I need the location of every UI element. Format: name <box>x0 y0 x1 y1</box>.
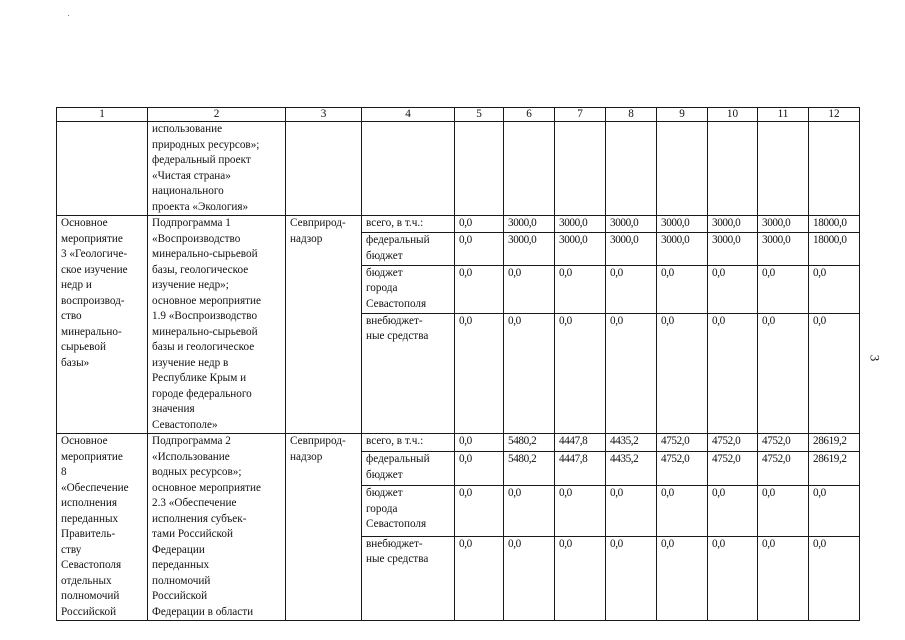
amount-cell: 3000,0 <box>657 216 708 233</box>
column-number: 5 <box>455 108 504 122</box>
amount-cell: 0,0 <box>758 536 809 620</box>
amount-cell: 28619,2 <box>809 452 860 486</box>
amount-cell: 0,0 <box>657 265 708 313</box>
funding-source-cell: внебюджет- ные средства <box>362 536 455 620</box>
amount-cell: 5480,2 <box>504 434 555 452</box>
amount-cell: 4752,0 <box>708 452 758 486</box>
amount-cell: 0,0 <box>657 536 708 620</box>
column-number: 7 <box>555 108 606 122</box>
column-number: 3 <box>286 108 362 122</box>
column-number: 8 <box>606 108 657 122</box>
amount-cell: 0,0 <box>809 486 860 537</box>
table-row <box>57 216 860 233</box>
amount-cell: 3000,0 <box>555 233 606 265</box>
amount-cell: 0,0 <box>555 486 606 537</box>
amount-cell: 3000,0 <box>606 233 657 265</box>
page-number: 3 <box>867 354 883 362</box>
empty-cell <box>657 122 708 216</box>
column-number: 12 <box>809 108 860 122</box>
column-number: 6 <box>504 108 555 122</box>
amount-cell: 0,0 <box>606 313 657 433</box>
empty-cell <box>455 122 504 216</box>
amount-cell: 3000,0 <box>657 233 708 265</box>
amount-cell: 0,0 <box>809 536 860 620</box>
empty-cell <box>758 122 809 216</box>
amount-cell: 0,0 <box>708 486 758 537</box>
amount-cell: 4752,0 <box>657 434 708 452</box>
amount-cell: 0,0 <box>455 233 504 265</box>
program-cell: Подпрограмма 1 «Воспроизводство минерально-сырьевой базы, геологическое изучение недр»; основное мероприятие 1.9 «Воспроизводство минерально-сырьевой базы и геологическое изучение недр в Республике Крым и городе федерального значения Севастополе» <box>148 216 286 434</box>
amount-cell: 0,0 <box>758 313 809 433</box>
amount-cell: 0,0 <box>758 486 809 537</box>
amount-cell: 18000,0 <box>809 216 860 233</box>
amount-cell: 4752,0 <box>708 434 758 452</box>
funding-source-cell: бюджет города Севастополя <box>362 265 455 313</box>
empty-cell <box>555 122 606 216</box>
funding-source-cell: всего, в т.ч.: <box>362 216 455 233</box>
column-number: 1 <box>57 108 148 122</box>
funding-source-cell: всего, в т.ч.: <box>362 434 455 452</box>
empty-cell <box>606 122 657 216</box>
activity-name-cell: Основное мероприятие 8 «Обеспечение исполнения переданных Правитель- ству Севастополя отдельных полномочий Российской <box>57 434 148 621</box>
amount-cell: 5480,2 <box>504 452 555 486</box>
amount-cell: 0,0 <box>606 265 657 313</box>
amount-cell: 3000,0 <box>708 233 758 265</box>
empty-cell <box>362 122 455 216</box>
amount-cell: 3000,0 <box>504 233 555 265</box>
header-row <box>57 108 860 122</box>
amount-cell: 0,0 <box>455 434 504 452</box>
empty-cell <box>286 122 362 216</box>
funding-source-cell: внебюджет- ные средства <box>362 313 455 433</box>
amount-cell: 4752,0 <box>657 452 708 486</box>
amount-cell: 3000,0 <box>606 216 657 233</box>
empty-cell <box>809 122 860 216</box>
amount-cell: 3000,0 <box>504 216 555 233</box>
amount-cell: 4435,2 <box>606 452 657 486</box>
column-number: 10 <box>708 108 758 122</box>
amount-cell: 0,0 <box>555 536 606 620</box>
executor-cell: Севприрод- надзор <box>286 434 362 621</box>
amount-cell: 0,0 <box>504 486 555 537</box>
amount-cell: 4752,0 <box>758 434 809 452</box>
amount-cell: 0,0 <box>455 216 504 233</box>
amount-cell: 0,0 <box>657 486 708 537</box>
continuation-row <box>57 122 860 216</box>
amount-cell: 0,0 <box>555 265 606 313</box>
amount-cell: 0,0 <box>758 265 809 313</box>
amount-cell: 0,0 <box>809 313 860 433</box>
amount-cell: 0,0 <box>708 536 758 620</box>
amount-cell: 0,0 <box>708 313 758 433</box>
amount-cell: 0,0 <box>657 313 708 433</box>
amount-cell: 0,0 <box>606 486 657 537</box>
amount-cell: 0,0 <box>455 452 504 486</box>
amount-cell: 18000,0 <box>809 233 860 265</box>
amount-cell: 4447,8 <box>555 452 606 486</box>
funding-source-cell: бюджет города Севастополя <box>362 486 455 537</box>
program-cell: Подпрограмма 2 «Использование водных ресурсов»; основное мероприятие 2.3 «Обеспечение исполнения субъек- тами Российской Федерации переданных полномочий Российской Федерации в области <box>148 434 286 621</box>
continuation-name-cell <box>57 122 148 216</box>
amount-cell: 0,0 <box>504 313 555 433</box>
column-number: 11 <box>758 108 809 122</box>
amount-cell: 3000,0 <box>555 216 606 233</box>
amount-cell: 0,0 <box>455 486 504 537</box>
activity-name-cell: Основное мероприятие 3 «Геологиче- ское изучение недр и воспроизвод- ство минерально- сырьевой базы» <box>57 216 148 434</box>
amount-cell: 4752,0 <box>758 452 809 486</box>
continuation-program-cell: использование природных ресурсов»; федеральный проект «Чистая страна» национального проекта «Экология» <box>148 122 286 216</box>
funding-source-cell: федеральный бюджет <box>362 233 455 265</box>
empty-cell <box>708 122 758 216</box>
column-number: 9 <box>657 108 708 122</box>
amount-cell: 4435,2 <box>606 434 657 452</box>
empty-cell <box>504 122 555 216</box>
amount-cell: 0,0 <box>555 313 606 433</box>
amount-cell: 0,0 <box>455 265 504 313</box>
amount-cell: 0,0 <box>504 536 555 620</box>
amount-cell: 0,0 <box>455 313 504 433</box>
amount-cell: 4447,8 <box>555 434 606 452</box>
table-row <box>57 434 860 452</box>
amount-cell: 0,0 <box>455 536 504 620</box>
amount-cell: 0,0 <box>606 536 657 620</box>
amount-cell: 0,0 <box>809 265 860 313</box>
budget-table <box>56 107 860 621</box>
amount-cell: 0,0 <box>708 265 758 313</box>
amount-cell: 3000,0 <box>758 233 809 265</box>
amount-cell: 3000,0 <box>708 216 758 233</box>
column-number: 2 <box>148 108 286 122</box>
amount-cell: 0,0 <box>504 265 555 313</box>
executor-cell: Севприрод- надзор <box>286 216 362 434</box>
column-number: 4 <box>362 108 455 122</box>
funding-source-cell: федеральный бюджет <box>362 452 455 486</box>
scan-speck <box>68 15 69 16</box>
amount-cell: 28619,2 <box>809 434 860 452</box>
amount-cell: 3000,0 <box>758 216 809 233</box>
